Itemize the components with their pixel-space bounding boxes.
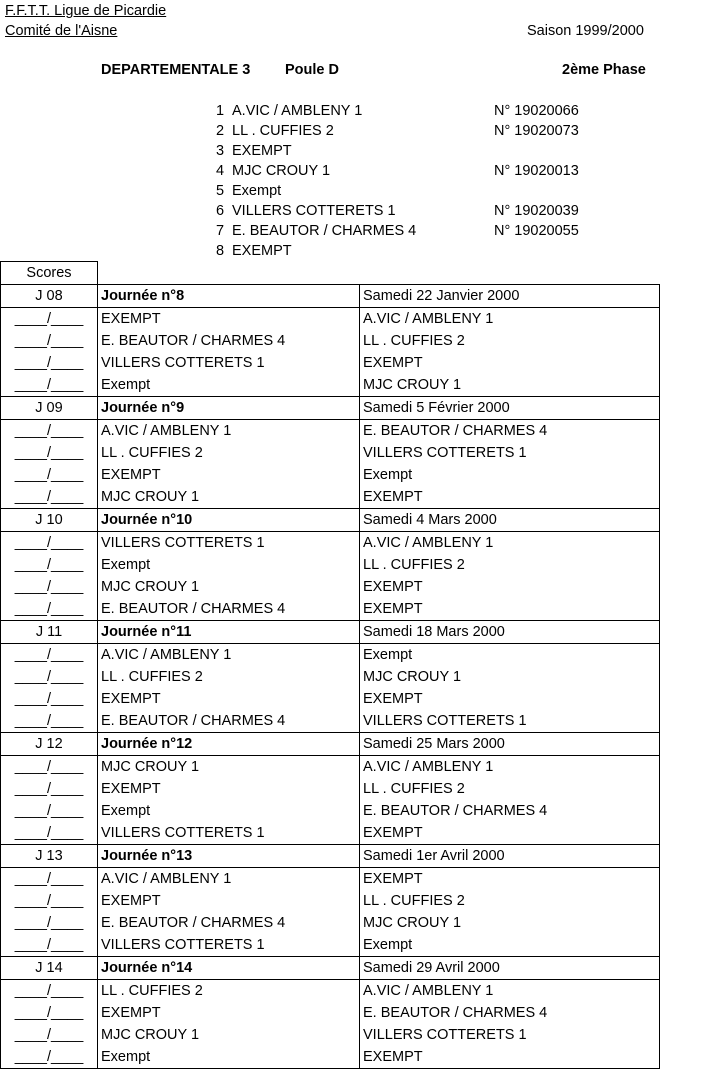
match-row [1, 1002, 660, 1024]
round-date: Samedi 18 Mars 2000 [360, 621, 660, 644]
team-registration: N° 19020039 [494, 203, 579, 219]
round-date: Samedi 25 Mars 2000 [360, 733, 660, 756]
away-team: EXEMPT [360, 486, 660, 509]
round-code: J 12 [1, 733, 98, 756]
home-team: E. BEAUTOR / CHARMES 4 [98, 598, 360, 621]
home-team: VILLERS COTTERETS 1 [98, 532, 360, 555]
season-label: Saison 1999/2000 [527, 23, 644, 39]
team-number: 2 [216, 123, 225, 139]
home-team: VILLERS COTTERETS 1 [98, 822, 360, 845]
match-row [1, 756, 660, 779]
league-name: F.F.T.T. Ligue de Picardie [5, 3, 167, 19]
round-date: Samedi 4 Mars 2000 [360, 509, 660, 532]
team-number: 4 [216, 163, 225, 179]
match-row [1, 890, 660, 912]
away-team: VILLERS COTTERETS 1 [360, 1024, 660, 1046]
scores-header: Scores [1, 262, 98, 285]
score-field[interactable]: ____/____ [1, 598, 98, 621]
score-field[interactable]: ____/____ [1, 980, 98, 1003]
score-field[interactable]: ____/____ [1, 486, 98, 509]
score-field[interactable]: ____/____ [1, 352, 98, 374]
round-header-row [1, 285, 660, 308]
home-team: Exempt [98, 1046, 360, 1069]
match-row [1, 532, 660, 555]
match-row [1, 710, 660, 733]
team-name: MJC CROUY 1 [232, 163, 331, 179]
away-team: E. BEAUTOR / CHARMES 4 [360, 1002, 660, 1024]
team-name: VILLERS COTTERETS 1 [232, 203, 396, 219]
home-team: LL . CUFFIES 2 [98, 442, 360, 464]
home-team: LL . CUFFIES 2 [98, 666, 360, 688]
phase-title: 2ème Phase [562, 62, 646, 78]
score-field[interactable]: ____/____ [1, 554, 98, 576]
match-row [1, 352, 660, 374]
match-row [1, 598, 660, 621]
team-registration: N° 19020066 [494, 103, 579, 119]
match-row [1, 800, 660, 822]
score-field[interactable]: ____/____ [1, 1046, 98, 1069]
home-team: LL . CUFFIES 2 [98, 980, 360, 1003]
round-title: Journée n°11 [98, 621, 360, 644]
away-team: E. BEAUTOR / CHARMES 4 [360, 800, 660, 822]
match-row [1, 644, 660, 667]
division-title: DEPARTEMENTALE 3 [101, 62, 251, 78]
score-field[interactable]: ____/____ [1, 420, 98, 443]
team-row [216, 161, 636, 181]
away-team: Exempt [360, 464, 660, 486]
away-team: A.VIC / AMBLENY 1 [360, 980, 660, 1003]
away-team: Exempt [360, 644, 660, 667]
team-number: 1 [216, 103, 225, 119]
score-field[interactable]: ____/____ [1, 912, 98, 934]
score-field[interactable]: ____/____ [1, 532, 98, 555]
score-field[interactable]: ____/____ [1, 778, 98, 800]
team-row [216, 121, 636, 141]
match-row [1, 308, 660, 331]
score-field[interactable]: ____/____ [1, 756, 98, 779]
away-team: EXEMPT [360, 688, 660, 710]
home-team: A.VIC / AMBLENY 1 [98, 868, 360, 891]
round-code: J 09 [1, 397, 98, 420]
score-field[interactable]: ____/____ [1, 868, 98, 891]
score-field[interactable]: ____/____ [1, 934, 98, 957]
round-code: J 13 [1, 845, 98, 868]
round-code: J 14 [1, 957, 98, 980]
round-header-row [1, 733, 660, 756]
score-field[interactable]: ____/____ [1, 710, 98, 733]
score-field[interactable]: ____/____ [1, 644, 98, 667]
score-field[interactable]: ____/____ [1, 330, 98, 352]
away-team: LL . CUFFIES 2 [360, 778, 660, 800]
score-field[interactable]: ____/____ [1, 822, 98, 845]
home-team: EXEMPT [98, 308, 360, 331]
round-title: Journée n°10 [98, 509, 360, 532]
match-row [1, 912, 660, 934]
home-team: VILLERS COTTERETS 1 [98, 934, 360, 957]
away-team: EXEMPT [360, 576, 660, 598]
match-row [1, 666, 660, 688]
round-header-row [1, 845, 660, 868]
team-name: E. BEAUTOR / CHARMES 4 [232, 223, 417, 239]
away-team: A.VIC / AMBLENY 1 [360, 532, 660, 555]
home-team: MJC CROUY 1 [98, 576, 360, 598]
away-team: EXEMPT [360, 352, 660, 374]
home-team: EXEMPT [98, 1002, 360, 1024]
pool-title: Poule D [285, 62, 339, 78]
away-team: LL . CUFFIES 2 [360, 330, 660, 352]
away-team: A.VIC / AMBLENY 1 [360, 756, 660, 779]
home-team: E. BEAUTOR / CHARMES 4 [98, 330, 360, 352]
away-team: LL . CUFFIES 2 [360, 554, 660, 576]
team-name: EXEMPT [232, 243, 292, 259]
match-row [1, 330, 660, 352]
away-team: VILLERS COTTERETS 1 [360, 710, 660, 733]
team-row [216, 101, 636, 121]
score-field[interactable]: ____/____ [1, 374, 98, 397]
score-field[interactable]: ____/____ [1, 666, 98, 688]
match-row [1, 934, 660, 957]
team-number: 7 [216, 223, 225, 239]
match-row [1, 868, 660, 891]
team-row [216, 201, 636, 221]
match-row [1, 442, 660, 464]
match-row [1, 554, 660, 576]
match-row [1, 1024, 660, 1046]
home-team: EXEMPT [98, 688, 360, 710]
match-row [1, 486, 660, 509]
match-row [1, 576, 660, 598]
team-registration: N° 19020055 [494, 223, 579, 239]
home-team: VILLERS COTTERETS 1 [98, 352, 360, 374]
team-name: EXEMPT [232, 143, 292, 159]
away-team: A.VIC / AMBLENY 1 [360, 308, 660, 331]
team-number: 6 [216, 203, 225, 219]
home-team: EXEMPT [98, 778, 360, 800]
round-code: J 10 [1, 509, 98, 532]
away-team: MJC CROUY 1 [360, 666, 660, 688]
team-name: LL . CUFFIES 2 [232, 123, 334, 139]
schedule-table [0, 261, 660, 1069]
round-date: Samedi 1er Avril 2000 [360, 845, 660, 868]
away-team: Exempt [360, 934, 660, 957]
home-team: E. BEAUTOR / CHARMES 4 [98, 710, 360, 733]
away-team: MJC CROUY 1 [360, 912, 660, 934]
home-team: Exempt [98, 800, 360, 822]
round-header-row [1, 397, 660, 420]
home-team: EXEMPT [98, 464, 360, 486]
team-row [216, 141, 636, 161]
home-team: A.VIC / AMBLENY 1 [98, 420, 360, 443]
team-row [216, 181, 636, 201]
away-team: EXEMPT [360, 598, 660, 621]
scores-header-row [1, 262, 660, 285]
score-field[interactable]: ____/____ [1, 576, 98, 598]
score-field[interactable]: ____/____ [1, 308, 98, 331]
match-row [1, 420, 660, 443]
score-field[interactable]: ____/____ [1, 1002, 98, 1024]
score-field[interactable]: ____/____ [1, 688, 98, 710]
score-field[interactable]: ____/____ [1, 890, 98, 912]
team-row [216, 241, 636, 261]
score-field[interactable]: ____/____ [1, 464, 98, 486]
team-number: 5 [216, 183, 225, 199]
committee-name: Comité de l'Aisne [5, 23, 118, 39]
away-team: E. BEAUTOR / CHARMES 4 [360, 420, 660, 443]
home-team: Exempt [98, 554, 360, 576]
away-team: MJC CROUY 1 [360, 374, 660, 397]
match-row [1, 778, 660, 800]
team-number: 3 [216, 143, 225, 159]
team-row [216, 221, 636, 241]
round-date: Samedi 5 Février 2000 [360, 397, 660, 420]
match-row [1, 688, 660, 710]
match-row [1, 980, 660, 1003]
round-header-row [1, 509, 660, 532]
home-team: Exempt [98, 374, 360, 397]
team-registration: N° 19020013 [494, 163, 579, 179]
home-team: MJC CROUY 1 [98, 486, 360, 509]
round-title: Journée n°14 [98, 957, 360, 980]
round-title: Journée n°13 [98, 845, 360, 868]
round-title: Journée n°9 [98, 397, 360, 420]
round-date: Samedi 22 Janvier 2000 [360, 285, 660, 308]
team-number: 8 [216, 243, 225, 259]
score-field[interactable]: ____/____ [1, 800, 98, 822]
away-team: EXEMPT [360, 822, 660, 845]
away-team: EXEMPT [360, 868, 660, 891]
match-row [1, 822, 660, 845]
score-field[interactable]: ____/____ [1, 442, 98, 464]
match-row [1, 374, 660, 397]
team-list [216, 101, 636, 261]
round-code: J 11 [1, 621, 98, 644]
team-name: Exempt [232, 183, 282, 199]
round-title: Journée n°12 [98, 733, 360, 756]
team-registration: N° 19020073 [494, 123, 579, 139]
away-team: LL . CUFFIES 2 [360, 890, 660, 912]
home-team: EXEMPT [98, 890, 360, 912]
away-team: VILLERS COTTERETS 1 [360, 442, 660, 464]
home-team: E. BEAUTOR / CHARMES 4 [98, 912, 360, 934]
home-team: MJC CROUY 1 [98, 756, 360, 779]
away-team: EXEMPT [360, 1046, 660, 1069]
round-date: Samedi 29 Avril 2000 [360, 957, 660, 980]
round-code: J 08 [1, 285, 98, 308]
round-title: Journée n°8 [98, 285, 360, 308]
score-field[interactable]: ____/____ [1, 1024, 98, 1046]
home-team: MJC CROUY 1 [98, 1024, 360, 1046]
match-row [1, 1046, 660, 1069]
home-team: A.VIC / AMBLENY 1 [98, 644, 360, 667]
round-header-row [1, 957, 660, 980]
round-header-row [1, 621, 660, 644]
team-name: A.VIC / AMBLENY 1 [232, 103, 363, 119]
match-row [1, 464, 660, 486]
